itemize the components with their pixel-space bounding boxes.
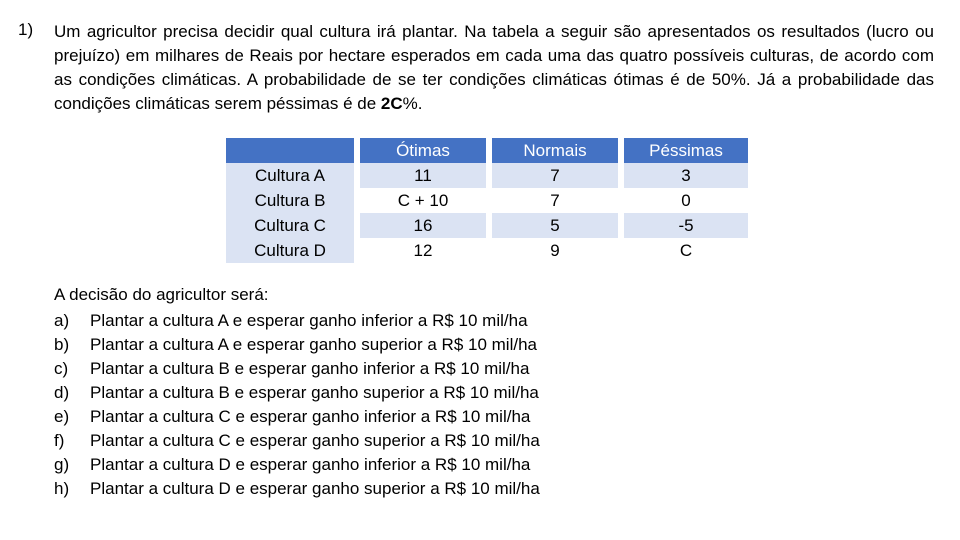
payoff-table xyxy=(226,138,748,263)
table-cell: 11 xyxy=(360,163,486,188)
row-label: Cultura A xyxy=(226,163,354,188)
row-label: Cultura D xyxy=(226,238,354,263)
table-corner xyxy=(226,138,354,163)
option-letter: f) xyxy=(54,431,65,450)
answer-option-g[interactable] xyxy=(54,453,540,477)
table-row xyxy=(226,188,748,213)
table-row xyxy=(226,213,748,238)
option-letter: a) xyxy=(54,311,70,330)
table-cell: 5 xyxy=(492,213,618,238)
answer-options xyxy=(54,309,540,501)
table-row xyxy=(226,238,748,263)
table-cell: 9 xyxy=(492,238,618,263)
row-label: Cultura B xyxy=(226,188,354,213)
option-letter: d) xyxy=(54,383,70,402)
question-text-main: Um agricultor precisa decidir qual cultura irá plantar. Na tabela a seguir são apresentados os resultados (lucro ou prejuízo) em milhares de Reais por hectare esperados em cada uma das quatro possíveis culturas, de acordo com as condições climáticas. A probabilidade de se ter condições climáticas ótimas é de 50%. Já a probabilidade das condições climáticas serem péssimas é de xyxy=(54,22,934,113)
table-cell: 7 xyxy=(492,163,618,188)
col-header-normais: Normais xyxy=(492,138,618,163)
answer-option-d[interactable] xyxy=(54,381,540,405)
answer-option-e[interactable] xyxy=(54,405,540,429)
option-text: Plantar a cultura B e esperar ganho superior a R$ 10 mil/ha xyxy=(90,383,539,402)
table-cell: 16 xyxy=(360,213,486,238)
option-letter: h) xyxy=(54,479,70,498)
table-row xyxy=(226,163,748,188)
table-cell: C + 10 xyxy=(360,188,486,213)
answer-option-h[interactable] xyxy=(54,477,540,501)
option-text: Plantar a cultura D e esperar ganho inferior a R$ 10 mil/ha xyxy=(90,455,531,474)
col-header-otimas: Ótimas xyxy=(360,138,486,163)
option-letter: e) xyxy=(54,407,70,426)
option-text: Plantar a cultura D e esperar ganho superior a R$ 10 mil/ha xyxy=(90,479,540,498)
option-letter: c) xyxy=(54,359,69,378)
option-text: Plantar a cultura B e esperar ganho inferior a R$ 10 mil/ha xyxy=(90,359,530,378)
question-text-bold: 2C xyxy=(380,94,403,113)
col-header-pessimas: Péssimas xyxy=(624,138,748,163)
table-cell: -5 xyxy=(624,213,748,238)
question-text-end: %. xyxy=(402,94,423,113)
row-label: Cultura C xyxy=(226,213,354,238)
table-header-row xyxy=(226,138,748,163)
table-cell: 3 xyxy=(624,163,748,188)
answer-option-f[interactable] xyxy=(54,429,540,453)
option-text: Plantar a cultura A e esperar ganho superior a R$ 10 mil/ha xyxy=(90,335,537,354)
table-cell: 12 xyxy=(360,238,486,263)
question-text xyxy=(54,20,934,116)
table-cell: C xyxy=(624,238,748,263)
option-text: Plantar a cultura C e esperar ganho superior a R$ 10 mil/ha xyxy=(90,431,540,450)
table-cell: 7 xyxy=(492,188,618,213)
option-text: Plantar a cultura C e esperar ganho inferior a R$ 10 mil/ha xyxy=(90,407,531,426)
option-letter: b) xyxy=(54,335,70,354)
answer-option-c[interactable] xyxy=(54,357,540,381)
decision-title: A decisão do agricultor será: xyxy=(54,285,269,304)
question-number: 1) xyxy=(18,20,34,39)
answer-option-a[interactable] xyxy=(54,309,540,333)
table-cell: 0 xyxy=(624,188,748,213)
option-letter: g) xyxy=(54,455,70,474)
answer-option-b[interactable] xyxy=(54,333,540,357)
option-text: Plantar a cultura A e esperar ganho inferior a R$ 10 mil/ha xyxy=(90,311,528,330)
